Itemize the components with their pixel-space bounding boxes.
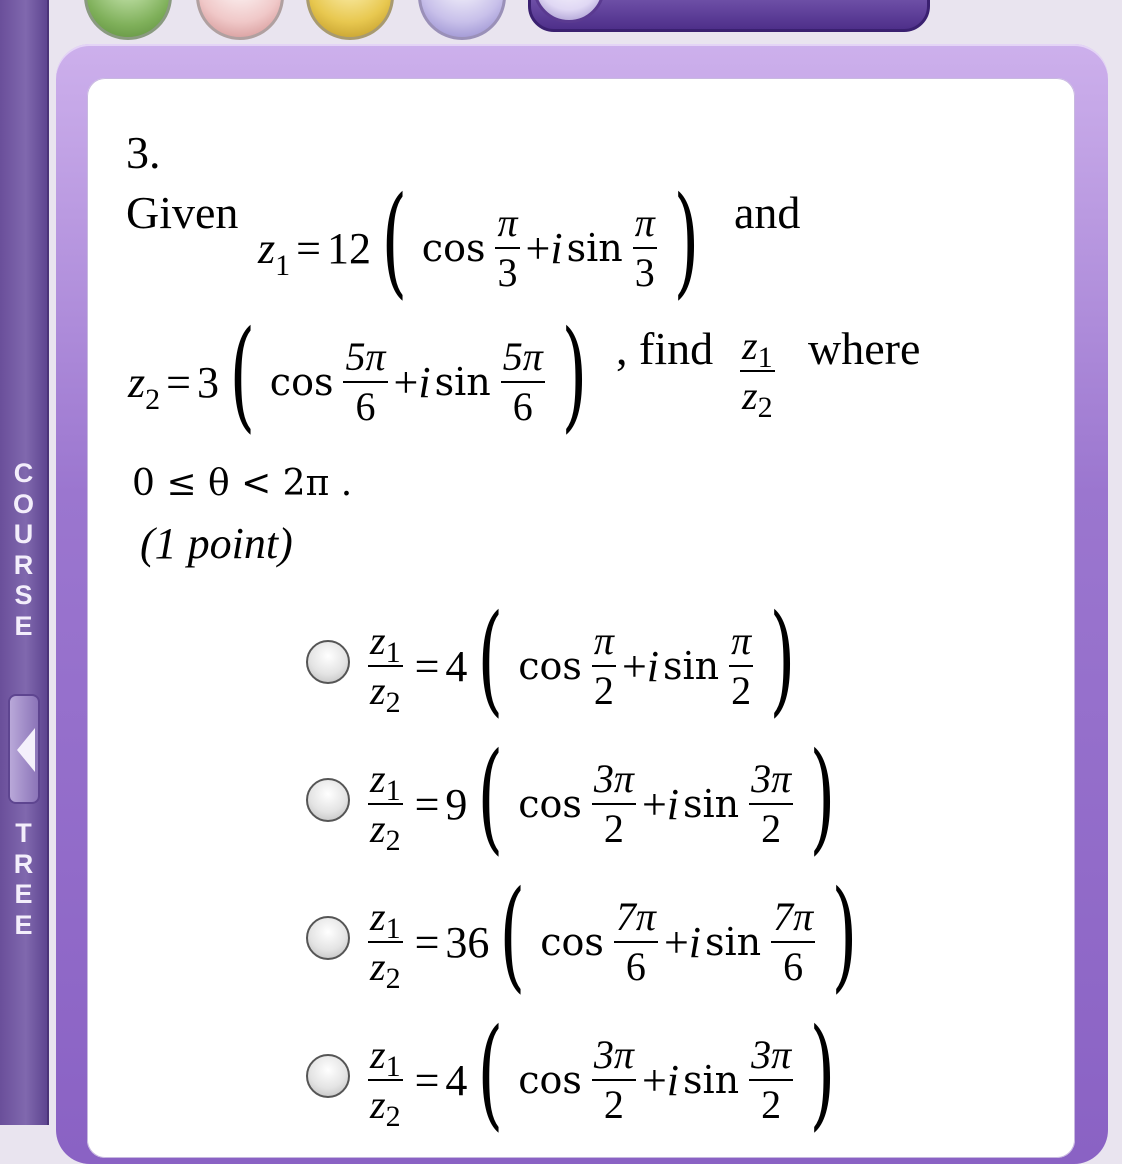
var-z: z: [370, 944, 386, 989]
left-paren: (: [229, 306, 256, 445]
imag-unit: i: [418, 357, 431, 407]
toolbar-green-icon-button[interactable]: [84, 0, 172, 40]
frac-bar: [614, 941, 658, 943]
cos-fn: cos: [269, 360, 334, 404]
frac-den: 6: [783, 944, 804, 989]
modulus: 3: [196, 357, 219, 407]
right-paren: ): [561, 306, 588, 445]
radio-button[interactable]: [306, 916, 350, 960]
imag-unit: i: [646, 641, 660, 691]
modulus: 9: [445, 779, 468, 829]
subscript: 2: [145, 382, 161, 416]
frac-bar: [592, 1079, 636, 1081]
right-paren: ): [809, 728, 836, 867]
frac-num: [740, 323, 775, 374]
subscript: 1: [385, 774, 401, 807]
frac-den: 2: [603, 1082, 624, 1127]
right-paren: ): [831, 866, 858, 1005]
argument-fraction: [614, 894, 658, 989]
frac-num: π: [593, 618, 614, 663]
course-tree-strip[interactable]: [0, 0, 49, 1125]
imag-unit: i: [550, 223, 563, 273]
tree-letter: R: [13, 848, 34, 879]
argument-fraction: [592, 618, 616, 713]
frac-bar: [729, 665, 753, 667]
plus-sign: +: [393, 357, 419, 407]
frac-num: 3π: [593, 756, 634, 801]
argument-fraction: [343, 334, 387, 429]
equals-sign: =: [414, 1055, 440, 1105]
equals-sign: =: [414, 779, 440, 829]
frac-num: [368, 894, 403, 945]
course-label: [0, 458, 47, 641]
quotient-fraction: [368, 1032, 403, 1133]
cos-fn: cos: [518, 1058, 582, 1102]
right-paren: ): [769, 590, 796, 729]
option-expression: [362, 728, 846, 867]
quotient-expression: [734, 323, 781, 424]
frac-bar: [749, 803, 793, 805]
equals-sign: =: [414, 917, 440, 967]
var-z: z: [370, 756, 386, 801]
frac-bar: [501, 381, 545, 383]
quotient-fraction: [368, 756, 403, 857]
frac-den: 6: [355, 384, 376, 429]
frac-num: 5π: [502, 334, 543, 379]
var-z: z: [370, 1032, 386, 1077]
cos-fn: cos: [421, 226, 486, 270]
plus-sign: +: [621, 641, 647, 691]
frac-num: [368, 756, 403, 807]
option-expression: [362, 590, 806, 729]
left-paren: (: [477, 590, 504, 729]
toolbar-yellow-icon-button[interactable]: [306, 0, 394, 40]
search-icon: [533, 0, 605, 23]
course-letter: O: [12, 488, 34, 519]
frac-num: π: [731, 618, 752, 663]
subscript: 2: [385, 962, 401, 995]
frac-den: 3: [497, 250, 518, 295]
collapse-tree-button[interactable]: [8, 694, 40, 804]
var-z: z: [742, 373, 758, 418]
frac-den: [368, 1082, 403, 1133]
argument-fraction: [633, 200, 657, 295]
modulus: 12: [326, 223, 371, 273]
var-z: z: [258, 223, 276, 273]
frac-den: 2: [761, 806, 782, 851]
points-label: (1 point): [140, 519, 293, 568]
toolbar-red-icon-button[interactable]: [196, 0, 284, 40]
frac-num: 3π: [751, 756, 792, 801]
frac-den: 6: [625, 944, 646, 989]
tree-letter: T: [15, 818, 32, 848]
question-number: 3.: [126, 127, 161, 178]
frac-den: [368, 806, 403, 857]
quotient-fraction: [740, 323, 775, 424]
z1-symbol: [258, 223, 291, 282]
frac-bar: [771, 941, 815, 943]
argument-fraction: [592, 756, 636, 851]
frac-den: 6: [512, 384, 533, 429]
frac-den: 3: [634, 250, 655, 295]
course-letter: E: [14, 610, 33, 641]
sin-fn: sin: [683, 782, 740, 826]
frac-den: 2: [761, 1082, 782, 1127]
frac-num: [368, 618, 403, 669]
subscript: 2: [385, 686, 401, 719]
left-paren: (: [477, 728, 504, 867]
left-paren: (: [477, 1004, 504, 1143]
var-z: z: [370, 668, 386, 713]
argument-fraction: [495, 200, 519, 295]
quotient-fraction: [368, 894, 403, 995]
tree-letter: E: [14, 879, 33, 909]
modulus: 4: [445, 641, 468, 691]
argument-fraction: [749, 756, 793, 851]
imag-unit: i: [666, 779, 680, 829]
option-expression: [362, 866, 868, 1005]
argument-fraction: [771, 894, 815, 989]
argument-fraction: [749, 1032, 793, 1127]
frac-num: [368, 1032, 403, 1083]
imag-unit: i: [688, 917, 702, 967]
frac-num: 3π: [751, 1032, 792, 1077]
frac-bar: [633, 247, 657, 249]
var-z: z: [370, 806, 386, 851]
subscript: 1: [385, 1050, 401, 1083]
cos-fn: cos: [540, 920, 604, 964]
cos-fn: cos: [518, 644, 582, 688]
imag-unit: i: [666, 1055, 680, 1105]
cos-fn: cos: [518, 782, 582, 826]
tree-letter: E: [14, 909, 33, 940]
radio-button[interactable]: [306, 778, 350, 822]
plus-sign: +: [525, 223, 551, 273]
var-z: z: [128, 357, 146, 407]
modulus: 4: [445, 1055, 468, 1105]
frac-den: 2: [731, 668, 752, 713]
plus-sign: +: [663, 917, 689, 967]
right-paren: ): [673, 172, 700, 311]
subscript: 2: [757, 391, 773, 424]
frac-den: [740, 373, 775, 424]
where-text: where: [808, 323, 921, 374]
sin-fn: sin: [566, 226, 623, 270]
argument-fraction: [501, 334, 545, 429]
frac-den: 2: [593, 668, 614, 713]
z1-expression: [258, 172, 710, 311]
frac-bar: [749, 1079, 793, 1081]
course-letter: U: [13, 519, 34, 549]
modulus: 36: [445, 917, 490, 967]
given-text: Given: [126, 187, 239, 238]
sin-fn: sin: [705, 920, 762, 964]
z2-symbol: [128, 357, 161, 416]
equals-sign: =: [414, 641, 440, 691]
frac-num: 7π: [773, 894, 814, 939]
plus-sign: +: [641, 779, 667, 829]
frac-den: [368, 668, 403, 719]
frac-num: π: [634, 200, 655, 245]
right-paren: ): [809, 1004, 836, 1143]
frac-den: [368, 944, 403, 995]
var-z: z: [742, 323, 758, 368]
sin-fn: sin: [663, 644, 720, 688]
plus-sign: +: [641, 1055, 667, 1105]
toolbar-purple-icon-button[interactable]: [418, 0, 506, 40]
tree-label: [0, 818, 47, 940]
course-letter: R: [13, 549, 34, 580]
left-paren: (: [499, 866, 526, 1005]
frac-den: 2: [603, 806, 624, 851]
course-letter: C: [13, 458, 34, 488]
subscript: 1: [385, 912, 401, 945]
toolbar-search-bar[interactable]: [528, 0, 930, 32]
quotient-fraction: [368, 618, 403, 719]
frac-num: 3π: [593, 1032, 634, 1077]
var-z: z: [370, 1082, 386, 1127]
theta-range: 0 ≤ θ < 2π .: [132, 463, 353, 504]
option-expression: [362, 1004, 846, 1143]
frac-num: π: [497, 200, 518, 245]
var-z: z: [370, 618, 386, 663]
var-z: z: [370, 894, 386, 939]
frac-bar: [592, 803, 636, 805]
equals-sign: =: [166, 357, 191, 407]
argument-fraction: [592, 1032, 636, 1127]
frac-bar: [343, 381, 387, 383]
frac-num: 7π: [615, 894, 656, 939]
left-paren: (: [381, 172, 408, 311]
equals-sign: =: [296, 223, 321, 273]
argument-fraction: [729, 618, 753, 713]
subscript: 2: [385, 824, 401, 857]
sin-fn: sin: [434, 360, 491, 404]
frac-num: 5π: [345, 334, 386, 379]
frac-bar: [592, 665, 616, 667]
find-text: , find: [616, 323, 714, 374]
subscript: 1: [757, 341, 773, 374]
course-letter: S: [14, 580, 33, 610]
sin-fn: sin: [683, 1058, 740, 1102]
subscript: 2: [385, 1100, 401, 1133]
z2-expression: [128, 306, 598, 445]
and-text: and: [734, 187, 801, 238]
subscript: 1: [385, 636, 401, 669]
frac-bar: [495, 247, 519, 249]
subscript: 1: [275, 248, 291, 282]
radio-button[interactable]: [306, 1054, 350, 1098]
triangle-left-icon: [17, 728, 35, 772]
radio-button[interactable]: [306, 640, 350, 684]
